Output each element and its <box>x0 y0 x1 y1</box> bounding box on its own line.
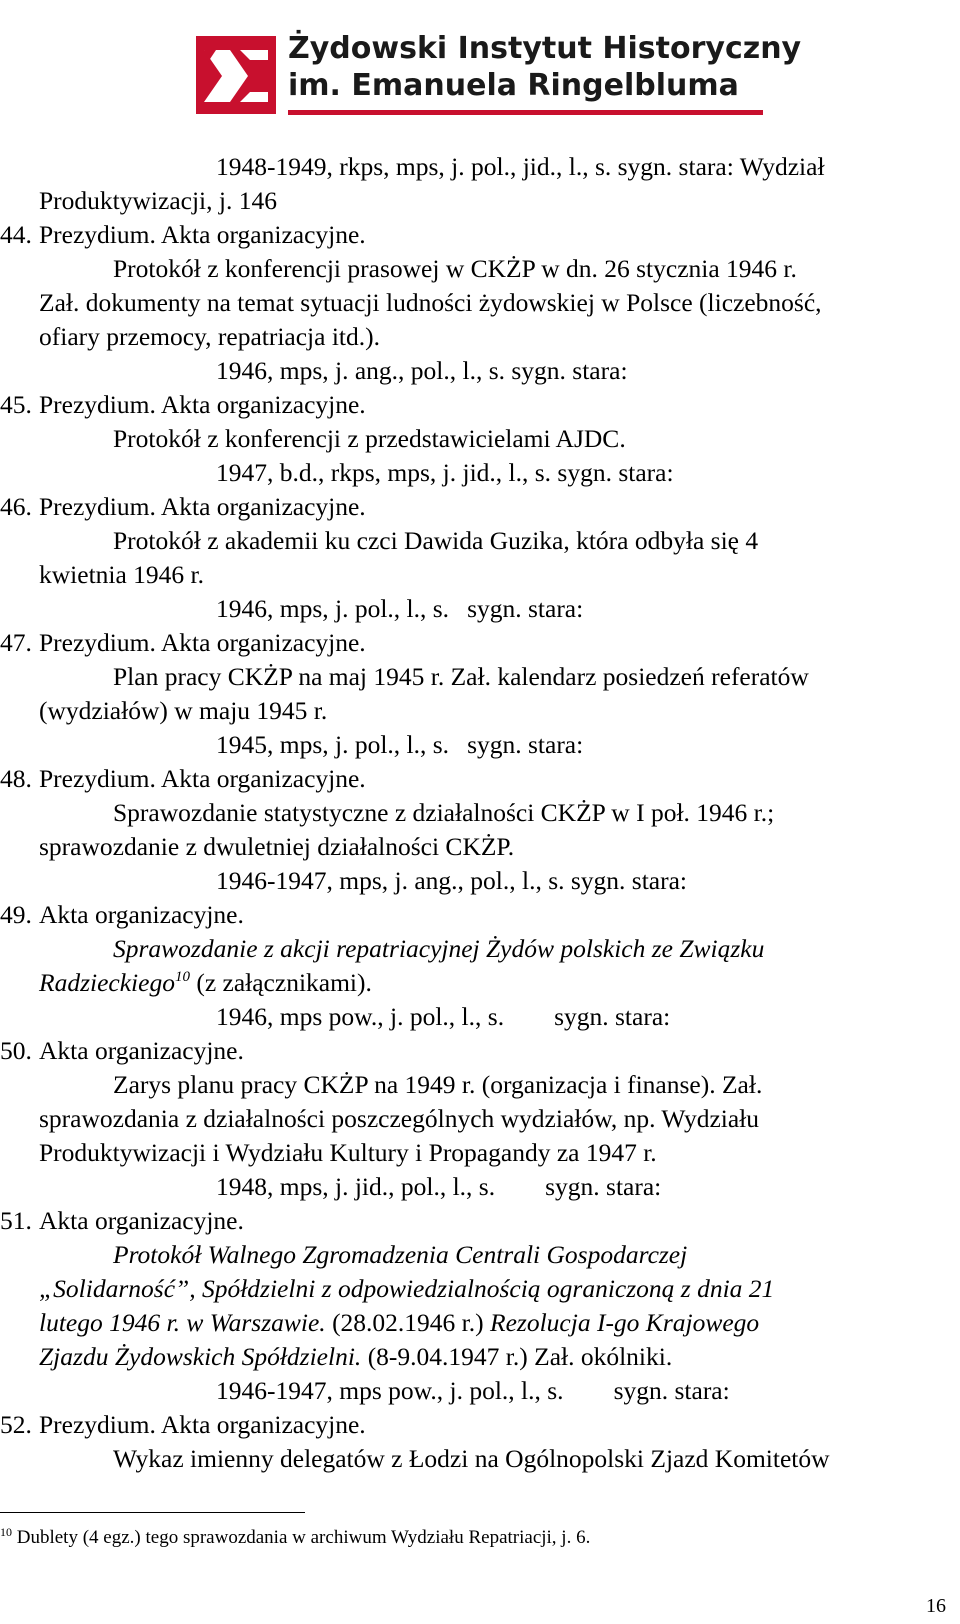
entry-51-desc1 <box>0 1238 960 1272</box>
entry-50-desc2: sprawozdania z działalności poszczególnych wydziałów, np. Wydziału <box>39 1104 760 1133</box>
entry-44-meta: 1946, mps, j. ang., pol., l., s. sygn. stara: <box>216 356 628 385</box>
entry-46-meta-line <box>0 592 960 626</box>
footnote-number: 10 <box>0 1525 12 1539</box>
entry-47-sygn: sygn. stara: <box>467 730 584 759</box>
entry-48-meta: 1946-1947, mps, j. ang., pol., l., s. sygn. stara: <box>216 866 688 895</box>
entry-46-heading <box>0 490 960 524</box>
entry-46-sygn: sygn. stara: <box>467 594 584 623</box>
institute-name-line1: Żydowski Instytut Historyczny <box>288 31 802 66</box>
entry-49-meta: 1946, mps pow., j. pol., l., s. <box>216 1002 505 1031</box>
entry-title: Akta organizacyjne. <box>39 900 244 929</box>
entry-number: 49. <box>0 900 32 929</box>
entry-title: Prezydium. Akta organizacyjne. <box>39 1410 366 1439</box>
entry-49-heading <box>0 898 960 932</box>
entry-50-desc1: Zarys planu pracy CKŻP na 1949 r. (organizacja i finanse). Zał. <box>113 1070 763 1099</box>
institute-name-line2: im. Emanuela Ringelbluma <box>288 68 739 103</box>
footnote-separator <box>0 1512 305 1513</box>
entry-47-desc2: (wydziałów) w maju 1945 r. <box>39 696 328 725</box>
entry-number: 52. <box>0 1410 32 1439</box>
entry-50-heading <box>0 1034 960 1068</box>
entry-title: Prezydium. Akta organizacyjne. <box>39 492 366 521</box>
entry-51-desc2 <box>0 1272 960 1306</box>
entry-51-meta: 1946-1947, mps pow., j. pol., l., s. <box>216 1376 564 1405</box>
entry-50-sygn: sygn. stara: <box>545 1172 662 1201</box>
entry-45-meta: 1947, b.d., rkps, mps, j. jid., l., s. sygn. stara: <box>216 458 674 487</box>
entry-49-sygn: sygn. stara: <box>554 1002 671 1031</box>
entry-50-meta: 1948, mps, j. jid., pol., l., s. <box>216 1172 496 1201</box>
footnote-ref[interactable]: 10 <box>174 969 190 985</box>
institute-logo <box>196 30 802 120</box>
entry-number: 46. <box>0 492 32 521</box>
entry-52-heading <box>0 1408 960 1442</box>
entry-47-meta-line <box>0 728 960 762</box>
document-body <box>0 150 960 1476</box>
page-number: 16 <box>926 1595 946 1617</box>
entry-51-desc1-italic: Protokół Walnego Zgromadzenia Centrali Gospodarczej <box>113 1240 688 1269</box>
entry-47-heading <box>0 626 960 660</box>
entry-title: Prezydium. Akta organizacyjne. <box>39 220 366 249</box>
entry-44-desc2: Zał. dokumenty na temat sytuacji ludności żydowskiej w Polsce (liczebność, <box>39 288 822 317</box>
entry-title: Prezydium. Akta organizacyjne. <box>39 390 366 419</box>
entry-50-desc3: Produktywizacji i Wydziału Kultury i Propagandy za 1947 r. <box>39 1138 657 1167</box>
entry-49-desc2-rest: (z załącznikami). <box>189 968 372 997</box>
entry-51-desc3-plain: (28.02.1946 r.) <box>325 1308 491 1337</box>
entry-51-meta-line <box>0 1374 960 1408</box>
entry-47-meta: 1945, mps, j. pol., l., s. <box>216 730 450 759</box>
entry-49-meta-line <box>0 1000 960 1034</box>
entry-title: Prezydium. Akta organizacyjne. <box>39 764 366 793</box>
entry-51-desc4-italic: Zjazdu Żydowskich Spółdzielni. <box>39 1342 362 1371</box>
entry-43-meta: 1948-1949, rkps, mps, j. pol., jid., l., s. sygn. stara: Wydział <box>216 152 825 181</box>
entry-49-title-italic-cont: Radzieckiego <box>39 968 175 997</box>
entry-44-desc3: ofiary przemocy, repatriacja itd.). <box>39 322 381 351</box>
entry-45-heading <box>0 388 960 422</box>
footnote-text: Dublety (4 egz.) tego sprawozdania w archiwum Wydziału Repatriacji, j. 6. <box>12 1527 591 1548</box>
entry-number: 51. <box>0 1206 32 1235</box>
entry-number: 45. <box>0 390 32 419</box>
institute-name <box>288 30 801 104</box>
entry-46-meta: 1946, mps, j. pol., l., s. <box>216 594 450 623</box>
entry-title: Akta organizacyjne. <box>39 1206 244 1235</box>
entry-43-meta-cont: Produktywizacji, j. 146 <box>39 186 277 215</box>
entry-47-desc1: Plan pracy CKŻP na maj 1945 r. Zał. kalendarz posiedzeń referatów <box>113 662 809 691</box>
entry-number: 50. <box>0 1036 32 1065</box>
entry-number: 48. <box>0 764 32 793</box>
entry-51-desc2-italic: „Solidarność”, Spółdzielni z odpowiedzialnością ograniczoną z dnia 21 <box>39 1274 775 1303</box>
entry-number: 44. <box>0 220 32 249</box>
entry-51-desc4-plain: (8-9.04.1947 r.) Zał. okólniki. <box>361 1342 673 1371</box>
entry-number: 47. <box>0 628 32 657</box>
entry-45-desc1: Protokół z konferencji z przedstawicielami AJDC. <box>113 424 626 453</box>
entry-50-meta-line <box>0 1170 960 1204</box>
entry-44-heading <box>0 218 960 252</box>
entry-51-desc3 <box>0 1306 960 1340</box>
entry-51-desc3-italic2: Rezolucja I-go Krajowego <box>490 1308 760 1337</box>
entry-title: Prezydium. Akta organizacyjne. <box>39 628 366 657</box>
logo-rule <box>288 110 763 115</box>
entry-49-desc2 <box>0 966 960 1000</box>
entry-49-title-italic: Sprawozdanie z akcji repatriacyjnej Żydów polskich ze Związku <box>113 934 765 963</box>
entry-51-sygn: sygn. stara: <box>613 1376 730 1405</box>
entry-48-desc1: Sprawozdanie statystyczne z działalności CKŻP w I poł. 1946 r.; <box>113 798 775 827</box>
entry-52-desc1: Wykaz imienny delegatów z Łodzi na Ogólnopolski Zjazd Komitetów <box>113 1444 830 1473</box>
entry-title: Akta organizacyjne. <box>39 1036 244 1065</box>
entry-44-desc1: Protokół z konferencji prasowej w CKŻP w dn. 26 stycznia 1946 r. <box>113 254 797 283</box>
institute-emblem-icon <box>196 36 276 114</box>
entry-46-desc1: Protokół z akademii ku czci Dawida Guzika, która odbyła się 4 <box>113 526 759 555</box>
entry-49-desc1 <box>0 932 960 966</box>
entry-51-desc3-italic: lutego 1946 r. w Warszawie. <box>39 1308 326 1337</box>
entry-51-heading <box>0 1204 960 1238</box>
entry-48-heading <box>0 762 960 796</box>
footnote <box>0 1527 590 1549</box>
entry-46-desc2: kwietnia 1946 r. <box>39 560 205 589</box>
entry-48-desc2: sprawozdanie z dwuletniej działalności CKŻP. <box>39 832 515 861</box>
entry-51-desc4 <box>0 1340 960 1374</box>
